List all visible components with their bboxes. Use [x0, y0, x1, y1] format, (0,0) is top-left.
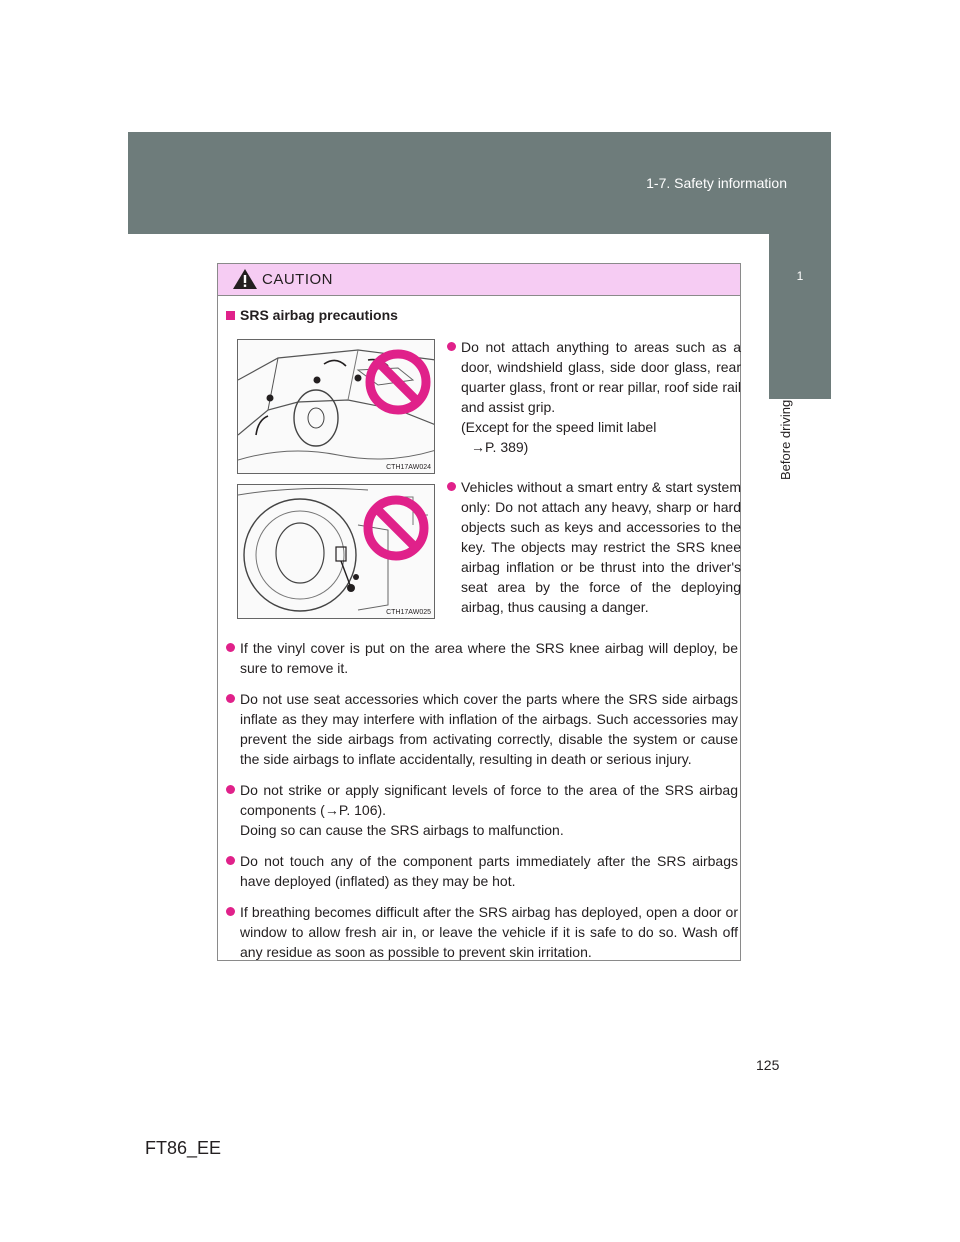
figure-1-text	[447, 337, 741, 457]
document-code: FT86_EE	[145, 1138, 222, 1158]
bullet-icon	[226, 856, 235, 865]
figure-code: CTH17AW024	[386, 464, 431, 471]
list-item: Do not use seat accessories which cover the parts where the SRS side airbags inflate as they may interfere with inflation of the airbags. Such accessories may prevent the side airbags from activating correctly, disable the system or cause the side airbags to inflate accidentally, resulting in death or serious injury.	[226, 689, 738, 769]
bullet-icon	[447, 342, 456, 351]
precaution-list	[226, 638, 738, 973]
square-bullet-icon	[226, 311, 235, 320]
chapter-tab	[769, 234, 831, 399]
header-band	[128, 132, 831, 234]
bullet-icon	[447, 482, 456, 491]
list-item: If breathing becomes difficult after the SRS airbag has deployed, open a door or window to allow fresh air in, or leave the vehicle if it is safe to do so. Wash off any residue as soon as possible to prevent skin irritation.	[226, 902, 738, 962]
warning-triangle-icon	[232, 268, 258, 290]
list-item: Do not strike or apply significant levels of force to the area of the SRS airbag components (→P. 106). Doing so can cause the SRS airbags to malfunction.	[226, 780, 738, 840]
dashboard-illustration	[238, 340, 435, 474]
figure-key-knee-airbag	[237, 484, 435, 619]
section-heading: SRS airbag precautions	[226, 307, 398, 323]
chapter-label: Before driving	[778, 400, 793, 481]
caution-box	[217, 263, 741, 961]
caution-header	[218, 264, 740, 296]
steering-wheel-illustration	[238, 485, 435, 619]
chapter-number: 1	[796, 269, 804, 283]
page-number: 125	[756, 1057, 780, 1073]
list-item: Do not attach anything to areas such as a door, windshield glass, side door glass, rear quarter glass, front or rear pillar, roof side rail and assist grip. (Except for the speed limit label →P. 389)	[447, 337, 741, 457]
list-item: Vehicles without a smart entry & start system only: Do not attach any heavy, sharp or hard objects such as keys and accessories to the key. The objects may restrict the SRS knee airbag inflation or be thrust into the driver's seat area by the force of the deploying airbag, thus causing a danger.	[447, 477, 741, 617]
figure-code: CTH17AW025	[386, 609, 431, 616]
bullet-icon	[226, 694, 235, 703]
list-item: Do not touch any of the component parts immediately after the SRS airbags have deployed (inflated) as they may be hot.	[226, 851, 738, 891]
figure-airbag-areas	[237, 339, 435, 474]
figure-2-text	[447, 477, 741, 617]
bullet-icon	[226, 785, 235, 794]
section-title: 1-7. Safety information	[646, 175, 787, 191]
bullet-icon	[226, 643, 235, 652]
bullet-icon	[226, 907, 235, 916]
list-item: If the vinyl cover is put on the area where the SRS knee airbag will deploy, be sure to remove it.	[226, 638, 738, 678]
caution-label: CAUTION	[262, 271, 333, 288]
